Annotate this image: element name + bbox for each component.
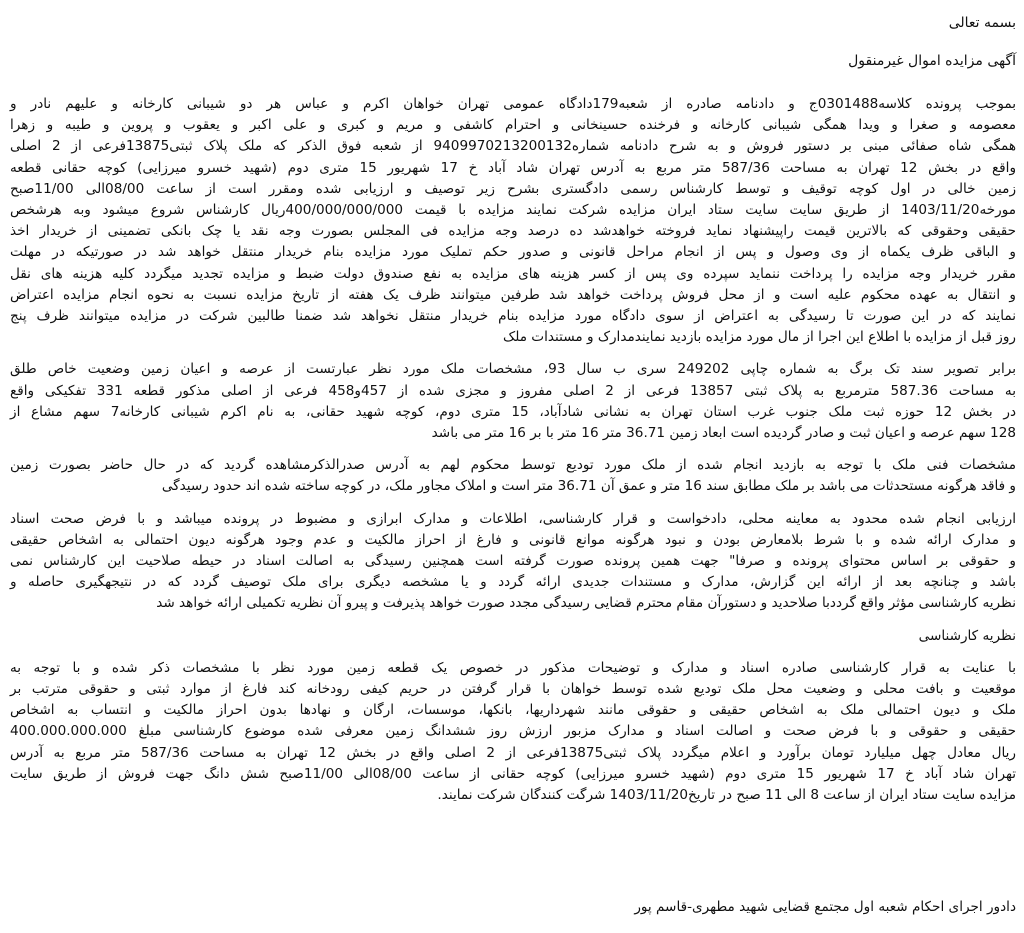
text-line: همگی شاه صفائی مبنی بر دستور فروش و به شرح دادنامه شماره9409970213200132 از شعبه فوق الذکر که ملک پلاک ثبتی13875فرعی از 2 اصلی bbox=[10, 138, 1016, 155]
text-line: حقیقی وحقوقی که بالاترین قیمت راپیشنهاد نماید فروخته خواهدشد ده درصد وجه مزایده فی المجلس بصورت وجه نقد یا چک بانکی تضمینی از خریدار اخذ bbox=[10, 223, 1016, 240]
paragraph bbox=[10, 455, 1016, 497]
text-line: موقعیت و بافت محلی و وضعیت محل ملک تودیع شده توسط خواهان با قرار گرفتن در حریم کیفی رودخانه کند فارغ از موارد ثبتی و حقوقی مترتب بر bbox=[10, 681, 1016, 698]
text-line: تهران شاد آباد خ 17 شهریور 15 متری دوم (شهید خسرو میرزایی) کوچه حقانی از ساعت 08/00الی 11/00صبح شش دانگ جهت فروش از طریق سایت bbox=[10, 765, 1016, 782]
text-line: مزایده سایت ستاد ایران از ساعت 8 الی 11 صبح در تاریخ1403/11/20 شرگت کنندگان شرکت نمایند. bbox=[437, 787, 1016, 804]
text-line: معصومه و صغرا و ویدا همگی شیبانی کارخانه و فرخنده حسینخانی و احترام کاشفی و مریم و کبری و علی اکبر و یعقوب و پروین و طیبه و زهرا bbox=[10, 117, 1016, 134]
paragraph bbox=[10, 359, 1016, 444]
text-line: بموجب پرونده کلاسه0301488ج و دادنامه صادره از شعبه179دادگاه عمومی تهران خواهان اکرم و عباس هر دو شیبانی کارخانه و علیهم نادر و bbox=[10, 96, 1016, 112]
spacer bbox=[10, 72, 1016, 94]
text-line: حقیقی و حقوقی و با فرض صحت و اصالت اسناد و مدارک مزبور ارزش روز ششدانگ زمین معرفی شده موضوع کارشناسی مبلغ 400.000.000.000 bbox=[10, 723, 1016, 740]
notice-body bbox=[10, 94, 1016, 806]
text-line: و انتقال به عهده محکوم علیه است و از محل فروش پرداخت خواهد شد طرفین میتوانند ظرف یک هفته از تاریخ مزایده نسبت به نحوه انجام مزایده اعتراض bbox=[10, 286, 1016, 303]
text-line: باشد و چنانچه بعد از ارائه این گزارش، مدارک و مستندات جدیدی ارائه گردد و یا مشخصه دیگری برای ملک توصیف گردد که در نتیجهگیری حاصله و bbox=[10, 574, 1016, 591]
notice-title: آگهی مزایده اموال غیرمنقول bbox=[848, 53, 1016, 69]
text-line: و حقوقی بر اساس محتوای پرونده و صرفا" جهت همین پرونده صورت گرفته است همچنین رسیدگی به اصالت اسناد در حیطه صلاحیت این کارشناس نمی bbox=[10, 553, 1016, 570]
text-line: روز قبل از مزایده با اطلاع این اجرا از مال مورد مزایده بازدید نمایندمدارک و مستندات ملک bbox=[503, 329, 1016, 346]
basmala: بسمه تعالی bbox=[948, 15, 1016, 31]
text-line: و مدارک ارائه شده و با شرط بلامعارض بودن و نبود هرگونه موانع قانونی و فارغ از احراز مالکیت و عدم وجود هرگونه دیون احتمالی به اشخاص حقیقی bbox=[10, 531, 1016, 548]
paragraph bbox=[10, 509, 1016, 615]
signature: دادور اجرای احکام شعبه اول مجتمع قضایی شهید مطهری-قاسم پور bbox=[634, 899, 1016, 915]
text-line: ارزیابی انجام شده محدود به معاینه محلی، دادخواست و قرار کارشناسی، اطلاعات و مدارک ابرازی و مضبوط در پرونده میباشد و با فرض صحت اسناد bbox=[10, 510, 1016, 527]
spacer bbox=[10, 34, 1016, 50]
text-line: نظریه کارشناسی مؤثر واقع گرددبا صلاحدید و دستورآن مقام محترم قضایی رسیدگی مجدد صورت خواهد پذیرفت و پیرو آن نظریه تکمیلی ارائه خواهد شد bbox=[156, 595, 1016, 612]
text-line: و فاقد هرگونه مستحدثات می باشد بر ملک مطابق سند 16 متر و عمق آن 36.71 متر است و املاک مجاور ملک، در کوچه ساخته شده اند حدود رسیدگی bbox=[161, 478, 1016, 495]
paragraph bbox=[10, 626, 1016, 647]
text-line: برابر تصویر سند تک برگ به شماره چاپی 249202 سری ب سال 93، مشخصات ملک مورد نظر عبارتست از عرصه و اعیان زمین وضعیت خاص طلق bbox=[10, 361, 1016, 378]
text-line: ریال معادل چهل میلیارد تومان برآورد و اعلام میگردد پلاک ثبتی13875فرعی از 2 اصلی واقع در بخش 12 تهران به مساحت 587/36 متر مربع به آدرس bbox=[10, 744, 1016, 761]
text-line: و الباقی ظرف یکماه از وی وصول و پس از انجام مراحل قانونی و صدور حکم تملیک مورد مزایده بنام خریدار منتقل خواهد شد در صورتیکه در مهلت bbox=[10, 244, 1016, 261]
text-line: واقع در بخش 12 تهران به مساحت 587/36 متر مربع به آدرس تهران شاد آباد خ 17 شهریور 15 متری دوم (شهید خسرو میرزایی) کوچه حقانی قطعه bbox=[10, 159, 1017, 176]
text-line: به مساحت 587.36 مترمربع به پلاک ثبتی 13857 فرعی از 2 اصلی مفروز و مجزی شده از 457و458 فرعی از اصلی مذکور قطعه 331 تفکیکی واقع bbox=[10, 382, 1017, 399]
text-line: با عنایت به قرار کارشناسی صادره اسناد و مدارک و توضیحات مذکور در خصوص یک قطعه زمین مورد نظر با مشخصات ذکر شده و با توجه به bbox=[10, 659, 1016, 676]
text-line: مشخصات فنی ملک با توجه به بازدید انجام شده از ملک مورد تودیع توسط محکوم لهم به آدرس صدرالذکرمشاهده گردید که در حال حاضر بصورت زمین bbox=[10, 457, 1016, 474]
text-line: 128 سهم عرصه و اعیان ثبت و صادر گردیده است ابعاد زمین 36.71 متر 16 متر با بر 16 متر می باشد bbox=[431, 425, 1016, 442]
paragraph bbox=[10, 94, 1016, 348]
text-line: ملک و دیون احتمالی ملک به اشخاص حقیقی و حقوقی مانند شهرداریها، بانکها، موسسات، ارگان و نهادها بدون احراز مالکیت و انتساب به اشخاص bbox=[10, 702, 1016, 719]
text-line: نمایند که در این صورت تا رسیدگی به اعتراض از سوی دادگاه مورد مزایده بنام خریدار منتقل نخواهد شد ضمنا طالبین شرکت در مزایده میتوانند ظرف پنج bbox=[10, 308, 1016, 325]
paragraph bbox=[10, 658, 1016, 806]
text-line: مورخه1403/11/20 از طریق سایت سایت ستاد ایران مزایده شرکت نمایند مزایده با قیمت 400/000/000/000ریال کارشناس شروع میشود وبه هرشخص bbox=[10, 202, 1016, 219]
text-line: مقرر خریدار وجه مزایده را پرداخت ننماید سپرده وی پس از کسر هزینه های مزایده به نفع صندوق دولت ضبط و مزایده تجدید میگردد کلیه هزینه های نقل bbox=[10, 265, 1016, 282]
text-line: زمین خالی در اول کوچه توقیف و توسط کارشناس رسمی دادگستری بشرح زیر توصیف و ارزیابی شده ومقرر است از ساعت 08/00الی 11/00صبح bbox=[10, 180, 1017, 197]
text-line: در بخش 12 حوزه ثبت ملک جنوب غرب استان تهران به نشانی شادآباد، 15 متری دوم، کوچه شهید حقانی، به نام اکرم شیبانی کارخانه7 سهم مشاع از bbox=[10, 403, 1017, 420]
text-line: نظریه کارشناسی bbox=[918, 627, 1016, 644]
